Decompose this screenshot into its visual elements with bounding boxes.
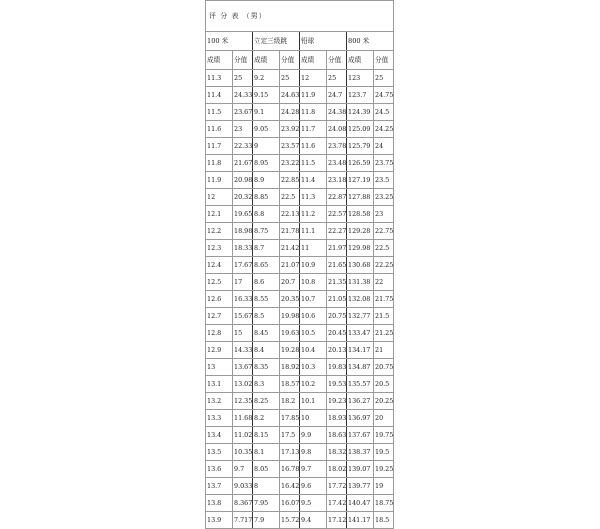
score-cell: 22.27 — [327, 223, 347, 240]
performance-cell: 8.75 — [253, 223, 280, 240]
column-header-performance: 成绩 — [206, 51, 233, 70]
performance-cell: 134.17 — [347, 342, 374, 359]
score-cell: 17.12 — [327, 512, 347, 529]
column-header-score: 分值 — [327, 51, 347, 70]
performance-cell: 10.9 — [300, 257, 327, 274]
performance-cell: 11.3 — [300, 189, 327, 206]
score-cell: 11.02 — [233, 427, 253, 444]
score-cell: 9.7 — [233, 461, 253, 478]
performance-cell: 8.7 — [253, 240, 280, 257]
performance-cell: 8.65 — [253, 257, 280, 274]
column-header-performance: 成绩 — [300, 51, 327, 70]
score-cell: 19.65 — [233, 206, 253, 223]
score-cell: 21.07 — [280, 257, 300, 274]
score-cell: 20.98 — [233, 172, 253, 189]
table-row — [206, 461, 394, 478]
score-cell: 17 — [233, 274, 253, 291]
table-row — [206, 223, 394, 240]
table-row — [206, 444, 394, 461]
performance-cell: 9.05 — [253, 121, 280, 138]
score-cell: 22.33 — [233, 138, 253, 155]
score-cell: 24.75 — [374, 87, 394, 104]
score-cell: 7.717 — [233, 512, 253, 529]
performance-cell: 8.15 — [253, 427, 280, 444]
performance-cell: 8.35 — [253, 359, 280, 376]
table-row — [206, 291, 394, 308]
table-row — [206, 410, 394, 427]
performance-cell: 12.3 — [206, 240, 233, 257]
performance-cell: 8.5 — [253, 308, 280, 325]
score-cell: 9.033 — [233, 478, 253, 495]
table-row — [206, 478, 394, 495]
performance-cell: 8.3 — [253, 376, 280, 393]
score-cell: 19.23 — [327, 393, 347, 410]
score-cell: 20.35 — [280, 291, 300, 308]
score-cell: 20.5 — [374, 376, 394, 393]
score-cell: 22.75 — [374, 223, 394, 240]
score-cell: 17.13 — [280, 444, 300, 461]
score-cell: 21.97 — [327, 240, 347, 257]
table-row — [206, 342, 394, 359]
score-cell: 19.25 — [374, 461, 394, 478]
table-row — [206, 308, 394, 325]
performance-cell: 8.1 — [253, 444, 280, 461]
score-cell: 22.87 — [327, 189, 347, 206]
score-cell: 11.68 — [233, 410, 253, 427]
performance-cell: 11.8 — [206, 155, 233, 172]
performance-cell: 10 — [300, 410, 327, 427]
table-row — [206, 70, 394, 87]
performance-cell: 13.1 — [206, 376, 233, 393]
score-cell: 19.5 — [374, 444, 394, 461]
performance-cell: 8.85 — [253, 189, 280, 206]
performance-cell: 131.38 — [347, 274, 374, 291]
performance-cell: 11.4 — [300, 172, 327, 189]
score-cell: 25 — [374, 70, 394, 87]
score-cell: 20.25 — [374, 393, 394, 410]
event-header-100m: 100 米 — [206, 32, 253, 51]
performance-cell: 9.2 — [253, 70, 280, 87]
performance-cell: 9.6 — [300, 478, 327, 495]
performance-cell: 7.9 — [253, 512, 280, 529]
performance-cell: 11.7 — [206, 138, 233, 155]
performance-cell: 9.8 — [300, 444, 327, 461]
table-row — [206, 189, 394, 206]
score-cell: 21.78 — [280, 223, 300, 240]
score-cell: 24.33 — [233, 87, 253, 104]
performance-cell: 12.2 — [206, 223, 233, 240]
performance-cell: 13.2 — [206, 393, 233, 410]
event-header-shot-put: 铅球 — [300, 32, 347, 51]
performance-cell: 12.1 — [206, 206, 233, 223]
score-cell: 24 — [374, 138, 394, 155]
score-cell: 20.32 — [233, 189, 253, 206]
score-cell: 18.75 — [374, 495, 394, 512]
score-cell: 22.5 — [374, 240, 394, 257]
performance-cell: 132.77 — [347, 308, 374, 325]
score-cell: 24.08 — [327, 121, 347, 138]
performance-cell: 136.97 — [347, 410, 374, 427]
score-cell: 21.35 — [327, 274, 347, 291]
performance-cell: 8.55 — [253, 291, 280, 308]
performance-cell: 12.9 — [206, 342, 233, 359]
table-row — [206, 155, 394, 172]
performance-cell: 9 — [253, 138, 280, 155]
performance-cell: 13.5 — [206, 444, 233, 461]
score-cell: 19.98 — [280, 308, 300, 325]
performance-cell: 130.68 — [347, 257, 374, 274]
performance-cell: 125.79 — [347, 138, 374, 155]
performance-cell: 136.27 — [347, 393, 374, 410]
score-cell: 19.28 — [280, 342, 300, 359]
score-cell: 15.72 — [280, 512, 300, 529]
score-cell: 16.42 — [280, 478, 300, 495]
event-header-triple-jump: 立定三级跳 — [253, 32, 300, 51]
score-cell: 23.48 — [327, 155, 347, 172]
score-table-sheet — [205, 0, 394, 524]
table-row — [206, 393, 394, 410]
score-cell: 14.33 — [233, 342, 253, 359]
score-cell: 21 — [374, 342, 394, 359]
score-cell: 18.32 — [327, 444, 347, 461]
score-cell: 23 — [374, 206, 394, 223]
score-cell: 20.75 — [327, 308, 347, 325]
performance-cell: 129.98 — [347, 240, 374, 257]
event-header-800m: 800 米 — [347, 32, 394, 51]
score-cell: 10.35 — [233, 444, 253, 461]
performance-cell: 13 — [206, 359, 233, 376]
table-row — [206, 121, 394, 138]
score-cell: 19.63 — [280, 325, 300, 342]
table-row — [206, 274, 394, 291]
performance-cell: 9.1 — [253, 104, 280, 121]
performance-cell: 129.28 — [347, 223, 374, 240]
performance-cell: 10.6 — [300, 308, 327, 325]
score-cell: 23.25 — [374, 189, 394, 206]
score-cell: 12.35 — [233, 393, 253, 410]
performance-cell: 11.5 — [206, 104, 233, 121]
score-cell: 17.72 — [327, 478, 347, 495]
performance-cell: 127.19 — [347, 172, 374, 189]
score-cell: 23.18 — [327, 172, 347, 189]
performance-cell: 10.4 — [300, 342, 327, 359]
score-cell: 21.65 — [327, 257, 347, 274]
performance-cell: 8 — [253, 478, 280, 495]
score-cell: 18.02 — [327, 461, 347, 478]
score-cell: 8.367 — [233, 495, 253, 512]
score-cell: 17.42 — [327, 495, 347, 512]
score-cell: 18.5 — [374, 512, 394, 529]
score-cell: 18.63 — [327, 427, 347, 444]
performance-cell: 11.9 — [300, 87, 327, 104]
performance-cell: 8.8 — [253, 206, 280, 223]
table-row — [206, 427, 394, 444]
performance-cell: 134.87 — [347, 359, 374, 376]
score-cell: 22 — [374, 274, 394, 291]
table-row — [206, 376, 394, 393]
performance-cell: 11.9 — [206, 172, 233, 189]
score-cell: 20.75 — [374, 359, 394, 376]
score-cell: 17.67 — [233, 257, 253, 274]
score-cell: 19 — [374, 478, 394, 495]
score-cell: 24.63 — [280, 87, 300, 104]
performance-cell: 135.57 — [347, 376, 374, 393]
score-cell: 24.7 — [327, 87, 347, 104]
performance-cell: 11 — [300, 240, 327, 257]
score-cell: 18.33 — [233, 240, 253, 257]
score-cell: 13.67 — [233, 359, 253, 376]
score-cell: 25 — [327, 70, 347, 87]
performance-cell: 12.8 — [206, 325, 233, 342]
score-cell: 23.5 — [374, 172, 394, 189]
score-cell: 23.67 — [233, 104, 253, 121]
performance-cell: 13.8 — [206, 495, 233, 512]
performance-cell: 10.7 — [300, 291, 327, 308]
table-row — [206, 206, 394, 223]
table-row — [206, 325, 394, 342]
performance-cell: 8.9 — [253, 172, 280, 189]
performance-cell: 11.3 — [206, 70, 233, 87]
performance-cell: 12.7 — [206, 308, 233, 325]
score-cell: 24.38 — [327, 104, 347, 121]
score-cell: 25 — [233, 70, 253, 87]
table-row — [206, 240, 394, 257]
performance-cell: 11.1 — [300, 223, 327, 240]
table-row — [206, 87, 394, 104]
column-header-performance: 成绩 — [347, 51, 374, 70]
performance-cell: 128.58 — [347, 206, 374, 223]
performance-cell: 139.07 — [347, 461, 374, 478]
performance-cell: 9.9 — [300, 427, 327, 444]
score-cell: 17.85 — [280, 410, 300, 427]
column-header-score: 分值 — [233, 51, 253, 70]
column-header-performance: 成绩 — [253, 51, 280, 70]
performance-cell: 12.5 — [206, 274, 233, 291]
performance-cell: 12 — [206, 189, 233, 206]
score-cell: 15 — [233, 325, 253, 342]
performance-cell: 132.08 — [347, 291, 374, 308]
column-header-score: 分值 — [280, 51, 300, 70]
score-cell: 23.22 — [280, 155, 300, 172]
performance-cell: 8.25 — [253, 393, 280, 410]
performance-cell: 9.7 — [300, 461, 327, 478]
score-cell: 22.85 — [280, 172, 300, 189]
performance-cell: 10.3 — [300, 359, 327, 376]
score-cell: 20.7 — [280, 274, 300, 291]
score-cell: 23.92 — [280, 121, 300, 138]
score-cell: 19.75 — [374, 427, 394, 444]
performance-cell: 125.09 — [347, 121, 374, 138]
performance-cell: 8.2 — [253, 410, 280, 427]
score-cell: 22.57 — [327, 206, 347, 223]
performance-cell: 10.5 — [300, 325, 327, 342]
performance-cell: 8.05 — [253, 461, 280, 478]
performance-cell: 10.8 — [300, 274, 327, 291]
table-row — [206, 104, 394, 121]
score-cell: 18.57 — [280, 376, 300, 393]
score-cell: 18.93 — [327, 410, 347, 427]
score-cell: 24.25 — [374, 121, 394, 138]
score-cell: 23 — [233, 121, 253, 138]
score-table — [205, 0, 394, 529]
score-cell: 22.13 — [280, 206, 300, 223]
performance-cell: 123 — [347, 70, 374, 87]
performance-cell: 140.47 — [347, 495, 374, 512]
performance-cell: 11.7 — [300, 121, 327, 138]
performance-cell: 10.2 — [300, 376, 327, 393]
score-cell: 16.07 — [280, 495, 300, 512]
score-cell: 24.5 — [374, 104, 394, 121]
table-row — [206, 359, 394, 376]
score-cell: 21.25 — [374, 325, 394, 342]
performance-cell: 13.7 — [206, 478, 233, 495]
performance-cell: 10.1 — [300, 393, 327, 410]
score-cell: 21.75 — [374, 291, 394, 308]
performance-cell: 124.39 — [347, 104, 374, 121]
score-cell: 23.57 — [280, 138, 300, 155]
score-cell: 19.83 — [327, 359, 347, 376]
performance-cell: 8.95 — [253, 155, 280, 172]
performance-cell: 9.15 — [253, 87, 280, 104]
table-row — [206, 512, 394, 529]
performance-cell: 12.6 — [206, 291, 233, 308]
score-cell: 20 — [374, 410, 394, 427]
performance-cell: 11.8 — [300, 104, 327, 121]
score-cell: 21.5 — [374, 308, 394, 325]
score-cell: 15.67 — [233, 308, 253, 325]
performance-cell: 9.4 — [300, 512, 327, 529]
performance-cell: 11.6 — [300, 138, 327, 155]
performance-cell: 141.17 — [347, 512, 374, 529]
score-cell: 19.53 — [327, 376, 347, 393]
score-cell: 18.92 — [280, 359, 300, 376]
score-cell: 24.28 — [280, 104, 300, 121]
performance-cell: 11.5 — [300, 155, 327, 172]
table-row — [206, 172, 394, 189]
performance-cell: 7.95 — [253, 495, 280, 512]
performance-cell: 12.4 — [206, 257, 233, 274]
performance-cell: 13.4 — [206, 427, 233, 444]
score-cell: 22.25 — [374, 257, 394, 274]
score-cell: 25 — [280, 70, 300, 87]
score-cell: 21.05 — [327, 291, 347, 308]
performance-cell: 137.67 — [347, 427, 374, 444]
performance-cell: 11.2 — [300, 206, 327, 223]
score-cell: 20.45 — [327, 325, 347, 342]
score-cell: 20.13 — [327, 342, 347, 359]
table-row — [206, 138, 394, 155]
performance-cell: 13.9 — [206, 512, 233, 529]
performance-cell: 13.3 — [206, 410, 233, 427]
performance-cell: 133.47 — [347, 325, 374, 342]
performance-cell: 138.37 — [347, 444, 374, 461]
performance-cell: 123.7 — [347, 87, 374, 104]
score-cell: 16.78 — [280, 461, 300, 478]
column-header-score: 分值 — [374, 51, 394, 70]
score-cell: 17.5 — [280, 427, 300, 444]
score-cell: 23.78 — [327, 138, 347, 155]
table-title: 评 分 表 （男） — [206, 1, 394, 32]
performance-cell: 139.77 — [347, 478, 374, 495]
score-cell: 13.02 — [233, 376, 253, 393]
score-cell: 22.5 — [280, 189, 300, 206]
performance-cell: 8.4 — [253, 342, 280, 359]
performance-cell: 11.6 — [206, 121, 233, 138]
score-cell: 23.75 — [374, 155, 394, 172]
score-cell: 21.67 — [233, 155, 253, 172]
score-cell: 18.2 — [280, 393, 300, 410]
performance-cell: 8.45 — [253, 325, 280, 342]
performance-cell: 13.6 — [206, 461, 233, 478]
performance-cell: 11.4 — [206, 87, 233, 104]
performance-cell: 12 — [300, 70, 327, 87]
performance-cell: 8.6 — [253, 274, 280, 291]
table-row — [206, 257, 394, 274]
score-cell: 18.98 — [233, 223, 253, 240]
score-cell: 16.33 — [233, 291, 253, 308]
score-cell: 21.42 — [280, 240, 300, 257]
table-row — [206, 495, 394, 512]
performance-cell: 126.59 — [347, 155, 374, 172]
performance-cell: 9.5 — [300, 495, 327, 512]
performance-cell: 127.88 — [347, 189, 374, 206]
